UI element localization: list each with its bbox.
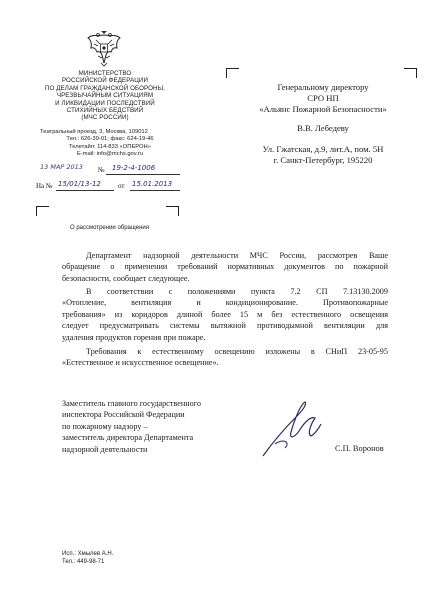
executor-phone: Тел.: 449-98-71: [62, 559, 105, 565]
date-stamp: 13 МАР 2013: [40, 163, 83, 171]
body-line: Департамент надзорной деятельности МЧС России, рассмотрев Ваше: [86, 251, 388, 260]
ministry-line: И ЛИКВИДАЦИИ ПОСЛЕДСТВИЙ: [55, 99, 155, 107]
outgoing-number-value: 19-2-4-1006: [112, 164, 156, 172]
body-line: следует предусматривать системы вытяжной противодымной вентиляции для: [62, 321, 388, 331]
recipient-corner-mark: [226, 68, 239, 78]
body-paragraph-1: [62, 250, 388, 284]
recipient-line: Ул. Гжатская, д.9, лит.А, пом. 5Н: [262, 144, 384, 154]
body-line: удаления продуктов горения при пожаре.: [62, 332, 206, 342]
body-line: безопасности, сообщает следующее.: [62, 273, 190, 283]
recipient-spacer: [228, 115, 418, 123]
recipient-line: г. Санкт-Петербург, 195220: [273, 155, 373, 165]
body-paragraph-3: [62, 346, 388, 369]
sender-teletype: Телетайп: 114-833 «ОПЕРОН»: [69, 143, 151, 150]
sender-contacts: [40, 129, 180, 159]
body-line: обращение о применении требований нормативных документов по пожарной: [62, 262, 388, 272]
executor-name: Исп.: Хмылев А.Н.: [62, 551, 114, 557]
reference-number-value: 15/01/13-12: [58, 180, 101, 188]
signatory-position: [62, 398, 201, 455]
sender-phone: Тел.: 626-39-01; факс: 624-19-46: [66, 136, 154, 143]
ministry-line: ЧРЕЗВЫЧАЙНЫМ СИТУАЦИЯМ: [56, 92, 154, 100]
coat-of-arms-emblem: [86, 30, 122, 68]
signatory-position-line: надзорной деятельности: [62, 444, 148, 454]
recipient-spacer: [228, 134, 418, 144]
ministry-line: ПО ДЕЛАМ ГРАЖДАНСКОЙ ОБОРОНЫ,: [44, 84, 165, 92]
ministry-line: МИНИСТЕРСТВО: [78, 70, 132, 77]
sender-address: Театральный проезд, 3, Москва, 109012: [40, 129, 148, 135]
reference-date-value: 15.01.2013: [132, 180, 173, 188]
ministry-name-block: [34, 70, 176, 122]
recipient-line: В.В. Лебедеву: [297, 123, 349, 133]
ministry-line: (МЧС РОССИИ): [81, 114, 129, 122]
subject-corner-mark: [166, 206, 179, 216]
ministry-line: РОССИЙСКОЙ ФЕДЕРАЦИИ: [61, 77, 149, 85]
body-line: «Отопление, вентиляция и кондиционирование. Противопожарные: [62, 298, 388, 308]
reference-date-label: от: [118, 182, 125, 190]
executor-block: [62, 550, 113, 566]
recipient-corner-mark: [404, 68, 417, 78]
body-line: требования» из коридоров длиной более 15 м без естественного освещения: [62, 309, 388, 319]
sender-email: E-mail: info@mchs.gov.ru: [76, 151, 144, 158]
handwritten-signature: [255, 398, 325, 460]
signatory-position-line: заместитель директора Департамента: [62, 433, 194, 443]
recipient-line: Генеральному директору: [277, 82, 369, 92]
body-line: «Естественное и искусственное освещение».: [62, 358, 219, 368]
subject-corner-mark: [36, 206, 49, 216]
signatory-position-line: Заместитель главного государственного: [62, 399, 201, 408]
body-line: В соответствии с положениями пункта 7.2 СП 7.13130.2009: [86, 287, 388, 296]
signatory-position-line: по пожарному надзору –: [62, 421, 148, 431]
recipient-line: «Альянс Пожарной Безопасности»: [259, 104, 387, 114]
letter-subject: О рассмотрении обращения: [70, 225, 150, 231]
outgoing-number-label: №: [98, 166, 105, 174]
ministry-line: СТИХИЙНЫХ БЕДСТВИЙ: [66, 107, 144, 115]
signatory-name: С.П. Воронов: [335, 444, 384, 453]
signatory-position-line: инспектора Российской Федерации: [62, 410, 185, 420]
reference-number-label: На №: [36, 182, 53, 190]
recipient-line: СРО НП: [307, 93, 339, 103]
body-line: Требования к естественному освещению изложены в СНиП 23-05-95: [86, 347, 388, 356]
body-paragraph-2: [62, 286, 388, 343]
recipient-block: [228, 82, 418, 166]
